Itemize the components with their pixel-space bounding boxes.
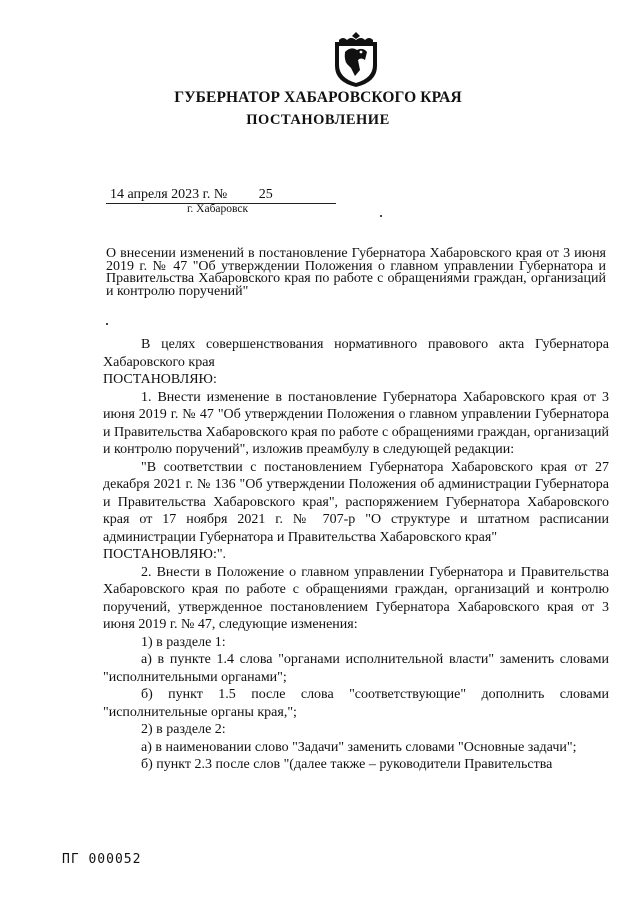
- authority-title: ГУБЕРНАТОР ХАБАРОВСКОГО КРАЯ: [174, 89, 462, 106]
- body-paragraph: "В соответствии с постановлением Губернатора Хабаровского края от 27 декабря 2021 г. № 136 "Об утверждении Положения об администрации Губернатора и Правительства Хабаровского края", распоряжением Губернатора Хабаровского края от 17 ноября 2021 г. № 707-р "О структуре и штатном расписании администрации Губернатора и Правительства Хабаровского края": [103, 459, 609, 545]
- body-paragraph: 1) в разделе 1:: [141, 634, 226, 650]
- body-paragraph: В целях совершенствования нормативного правового акта Губернатора Хабаровского края: [103, 337, 609, 370]
- body-paragraph: а) в пункте 1.4 слова "органами исполнительной власти" заменить словами "исполнительными органами";: [103, 652, 609, 685]
- document-number: 25: [258, 187, 273, 202]
- document-body: [103, 336, 609, 774]
- number-sign: №: [213, 187, 228, 202]
- body-paragraph: 2) в разделе 2:: [141, 722, 226, 737]
- body-paragraph: б) пункт 1.5 после слова "соответствующие" дополнить словами "исполнительные органы края,";: [103, 687, 609, 720]
- form-code: ПГ 000052: [62, 852, 142, 867]
- body-paragraph: ПОСТАНОВЛЯЮ:: [103, 372, 217, 387]
- body-paragraph: 1. Внести изменение в постановление Губернатора Хабаровского края от 3 июня 2019 г. № 47 "Об утверждении Положения о главном управлении Губернатора и Правительства Хабаровского края по работе с обращениями граждан, организаций и контролю поручений", изложив преамбулу в следующей редакции:: [103, 389, 609, 457]
- date-number-line: [110, 187, 301, 203]
- document-subject: О внесении изменений в постановление Губернатора Хабаровского края от 3 июня 2019 г. № 47 "Об утверждении Положения о главном управлении Губернатора и Правительства Хабаровского края по работе с обращениями граждан, организаций и контролю поручений": [106, 246, 606, 299]
- scan-speck: [106, 323, 108, 325]
- document-type-title: ПОСТАНОВЛЕНИЕ: [246, 112, 390, 128]
- document-date: 14 апреля 2023 г.: [110, 187, 211, 202]
- body-paragraph: б) пункт 2.3 после слов "(далее также – руководители Правительства: [141, 757, 553, 772]
- coat-of-arms-icon: [331, 30, 381, 88]
- body-paragraph: 2. Внести в Положение о главном управлении Губернатора и Правительства Хабаровского края по работе с обращениями граждан, организаций и контролю поручений, утвержденное постановлением Губернатора Хабаровского края от 3 июня 2019 г. № 47, следующие изменения:: [103, 564, 609, 632]
- body-paragraph: а) в наименовании слово "Задачи" заменить словами "Основные задачи";: [141, 739, 577, 755]
- city-label: г. Хабаровск: [187, 203, 249, 215]
- scan-speck: [380, 215, 382, 217]
- body-paragraph: ПОСТАНОВЛЯЮ:".: [103, 547, 227, 562]
